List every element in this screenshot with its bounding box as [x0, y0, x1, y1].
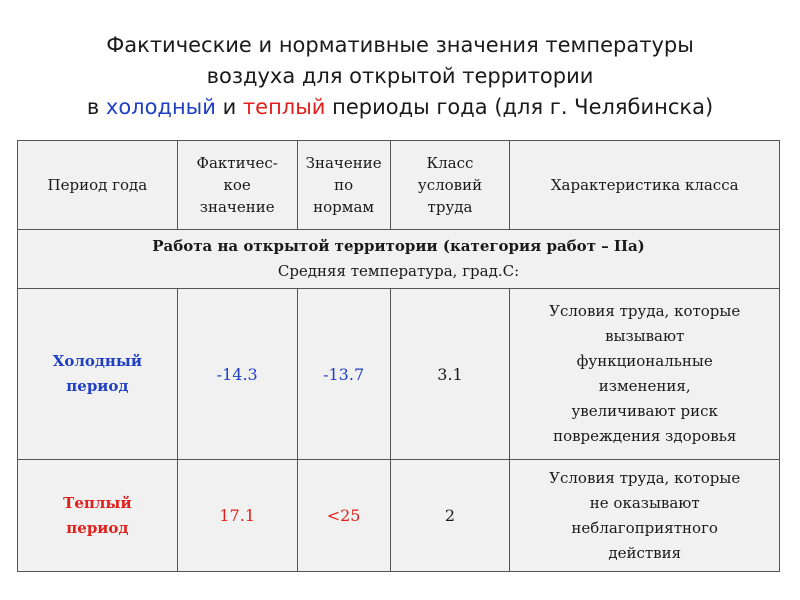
title-suffix: периоды года (для г. Челябинска) — [325, 95, 714, 119]
category-row — [18, 230, 780, 289]
norm-value-warm: <25 — [297, 460, 390, 572]
temperature-table — [17, 140, 780, 572]
header-actual-line: Фактичес- — [196, 154, 278, 172]
period-warm-line: период — [66, 518, 129, 537]
characteristic-cold — [510, 289, 780, 460]
category-subtitle: Средняя температура, град.С: — [277, 262, 520, 280]
characteristic-line: действия — [608, 543, 682, 562]
title-cold-word: холодный — [105, 95, 216, 119]
header-class — [390, 141, 510, 230]
header-actual — [177, 141, 297, 230]
header-actual-line: кое — [223, 176, 251, 194]
class-value-cold: 3.1 — [390, 289, 510, 460]
characteristic-line: увеличивают риск — [571, 402, 718, 420]
period-cold-line: период — [66, 377, 129, 395]
category-title: Работа на открытой территории (категория работ – IIа) — [152, 237, 645, 255]
header-norm-line: по — [334, 176, 354, 194]
table-row-cold — [18, 289, 780, 460]
title-and: и — [215, 95, 243, 119]
header-class-line: условий — [417, 176, 483, 194]
characteristic-line: неблагоприятного — [571, 518, 718, 537]
characteristic-line: Условия труда, которые — [549, 468, 741, 487]
header-period: Период года — [18, 141, 178, 230]
period-cold-line: Холодный — [52, 352, 143, 370]
header-norm-line: нормам — [313, 198, 375, 216]
header-characteristic: Характеристика класса — [510, 141, 780, 230]
characteristic-line: изменения, — [598, 377, 691, 395]
title-line-3 — [0, 92, 800, 123]
norm-value-cold: -13.7 — [297, 289, 390, 460]
characteristic-line: функциональные — [576, 352, 713, 370]
table-header-row — [18, 141, 780, 230]
title-line-1: Фактические и нормативные значения температуры — [106, 33, 694, 57]
characteristic-warm — [510, 460, 780, 572]
header-class-line: Класс — [426, 154, 474, 172]
page-title — [0, 30, 800, 123]
actual-value-cold: -14.3 — [177, 289, 297, 460]
table-row-warm — [18, 460, 780, 572]
title-prefix: в — [86, 95, 106, 119]
header-norm-line: Значение — [305, 154, 382, 172]
category-cell — [18, 230, 780, 289]
period-cold — [18, 289, 178, 460]
header-class-line: труда — [427, 198, 473, 216]
header-norm — [297, 141, 390, 230]
title-warm-word: теплый — [242, 95, 326, 119]
period-warm-line: Теплый — [63, 493, 132, 512]
characteristic-line: Условия труда, которые — [549, 302, 741, 320]
header-actual-line: значение — [199, 198, 275, 216]
class-value-warm: 2 — [390, 460, 510, 572]
characteristic-line: повреждения здоровья — [553, 427, 737, 445]
period-warm — [18, 460, 178, 572]
characteristic-line: вызывают — [605, 327, 685, 345]
title-line-2: воздуха для открытой территории — [206, 64, 594, 88]
actual-value-warm: 17.1 — [177, 460, 297, 572]
characteristic-line: не оказывают — [589, 493, 700, 512]
